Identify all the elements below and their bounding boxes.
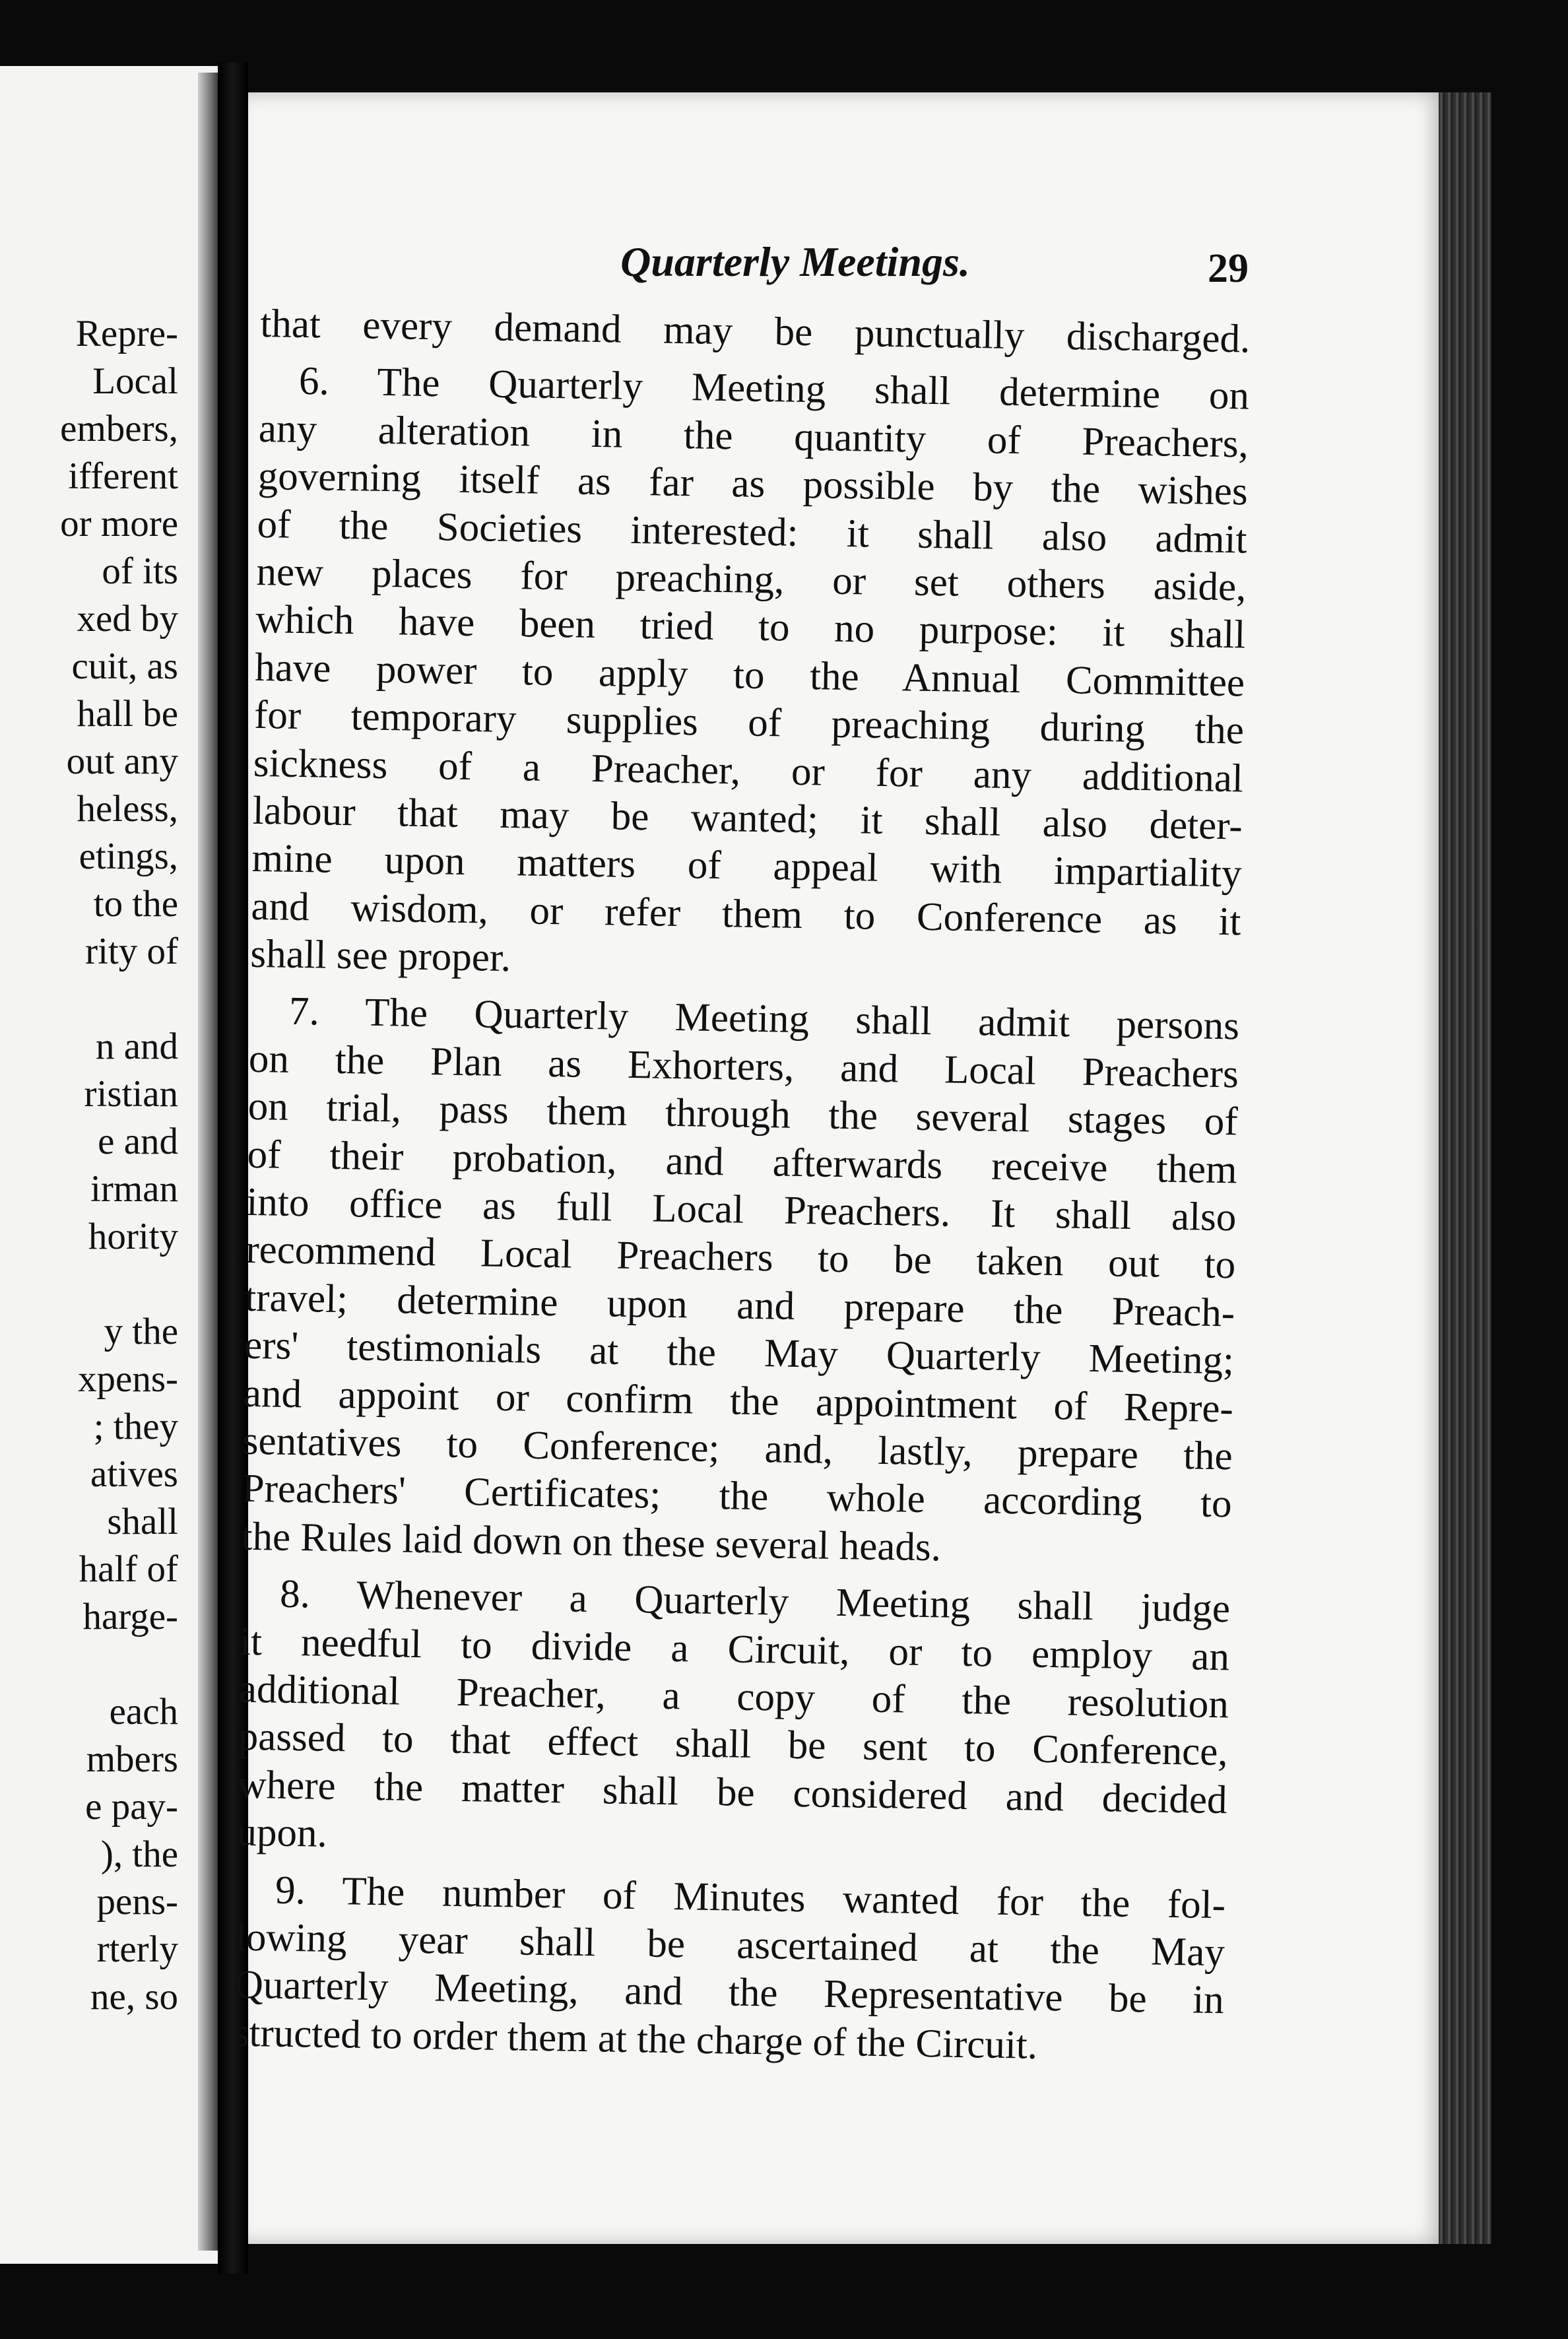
paragraph — [250, 357, 1250, 994]
text-line: recommend Local Preachers to be taken out to — [245, 1228, 1236, 1288]
left-page-line: heless, — [77, 788, 178, 830]
text-line: where the matter shall be considered and decided — [237, 1762, 1228, 1822]
text-line: 7. The Quarterly Meeting shall admit persons — [288, 989, 1240, 1049]
text-line: travel; determine upon and prepare the Preach- — [244, 1275, 1235, 1336]
text-line: for temporary supplies of preaching during the — [253, 693, 1245, 753]
text-line: it needful to divide a Circuit, or to employ an — [239, 1619, 1230, 1679]
page-body-text — [233, 300, 1251, 2082]
page-edges — [1439, 92, 1491, 2244]
page-number: 29 — [1208, 246, 1249, 291]
left-page-line: shall — [107, 1501, 178, 1542]
paragraph — [241, 987, 1239, 1576]
running-head: Quarterly Meetings. — [620, 238, 970, 285]
left-page-line: out any — [66, 741, 178, 782]
left-page-line: Local — [92, 360, 178, 402]
left-page-line: e and — [98, 1121, 178, 1162]
left-page-line: ), the — [100, 1833, 178, 1875]
left-page-line: pens- — [96, 1881, 178, 1923]
left-page-line: atives — [90, 1453, 178, 1495]
left-page-line: or more — [60, 503, 178, 544]
left-page-line: to the — [93, 883, 178, 925]
left-page-line: hority — [88, 1216, 178, 1257]
left-page-line: rterly — [96, 1928, 178, 1970]
text-line: shall see proper. — [249, 931, 511, 981]
text-line: on trial, pass them through the several stages of — [247, 1084, 1239, 1144]
left-page-line: of its — [102, 550, 178, 592]
text-line: 9. The number of Minutes wanted for the fol- — [275, 1868, 1226, 1927]
paragraph — [233, 1866, 1225, 2072]
text-line: of their probation, and afterwards receive them — [247, 1132, 1238, 1193]
left-page-fragment — [0, 66, 218, 2264]
left-page-line: e pay- — [85, 1786, 178, 1828]
paragraph — [236, 1570, 1231, 1872]
line-gap — [60, 1641, 178, 1688]
left-page-line: Repre- — [75, 313, 178, 354]
text-line: on the Plan as Exhorters, and Local Preachers — [248, 1036, 1239, 1097]
text-line: of the Societies interested: it shall also admit — [257, 502, 1248, 562]
left-page-line: y the — [104, 1311, 178, 1352]
text-line: the Rules laid down on these several heads. — [241, 1514, 942, 1570]
left-page-line: ristian — [84, 1073, 178, 1115]
text-line: 8. Whenever a Quarterly Meeting shall judge — [279, 1571, 1231, 1631]
text-line: structed to order them at the charge of the Circuit. — [233, 2010, 1038, 2068]
left-page-line: ne, so — [90, 1976, 178, 2018]
left-page-line: mbers — [86, 1738, 178, 1780]
text-line: and wisdom, or refer them to Conference as it — [251, 884, 1241, 944]
left-page-line: each — [109, 1691, 178, 1732]
text-line: which have been tried to no purpose: it shall — [255, 597, 1246, 657]
line-gap — [60, 975, 178, 1023]
left-page-line: irman — [90, 1168, 178, 1210]
left-page-line: hall be — [77, 693, 178, 735]
text-line: into office as full Local Preachers. It shall also — [246, 1179, 1237, 1240]
text-line: ers' testimonials at the May Quarterly Meeting; — [244, 1323, 1235, 1383]
text-line: sickness of a Preacher, or for any additional — [253, 741, 1244, 801]
left-page-text — [60, 310, 178, 2021]
text-line: new places for preaching, or set others aside, — [256, 549, 1247, 610]
text-line: lowing year shall be ascertained at the May — [234, 1915, 1225, 1975]
left-page-line: ifferent — [68, 455, 178, 497]
left-page-line: cuit, as — [71, 645, 178, 687]
left-page-line: rity of — [85, 931, 178, 972]
line-gap — [60, 1261, 178, 1308]
text-line: mine upon matters of appeal with impartiality — [251, 836, 1243, 896]
text-line: any alteration in the quantity of Preachers, — [258, 406, 1249, 467]
left-page-line: harge- — [82, 1596, 178, 1637]
text-line: 6. The Quarterly Meeting shall determine on — [298, 359, 1250, 418]
text-line: Quarterly Meeting, and the Representative be in — [234, 1962, 1225, 2023]
left-page-line: xpens- — [78, 1358, 178, 1400]
text-line: governing itself as far as possible by the wishes — [257, 454, 1249, 514]
text-line: have power to apply to the Annual Committee — [254, 645, 1245, 706]
left-page-line: ; they — [93, 1406, 178, 1447]
left-page-line: embers, — [60, 408, 178, 449]
left-page-line: xed by — [77, 598, 178, 640]
left-page-line: etings, — [79, 836, 178, 877]
left-page-line: n and — [95, 1026, 178, 1067]
text-line: and appoint or confirm the appointment of Repre- — [243, 1371, 1234, 1431]
text-line: Preachers' Certificates; the whole according to — [242, 1466, 1233, 1527]
text-line: upon. — [236, 1810, 328, 1856]
left-page-line: half of — [79, 1548, 178, 1590]
text-line: additional Preacher, a copy of the resolution — [238, 1666, 1229, 1727]
text-line: sentatives to Conference; and, lastly, prepare the — [242, 1418, 1233, 1479]
text-line: passed to that effect shall be sent to Conference, — [238, 1715, 1229, 1775]
text-line: that every demand may be punctually discharged. — [259, 301, 1251, 362]
text-line: labour that may be wanted; it shall also deter- — [252, 788, 1243, 849]
